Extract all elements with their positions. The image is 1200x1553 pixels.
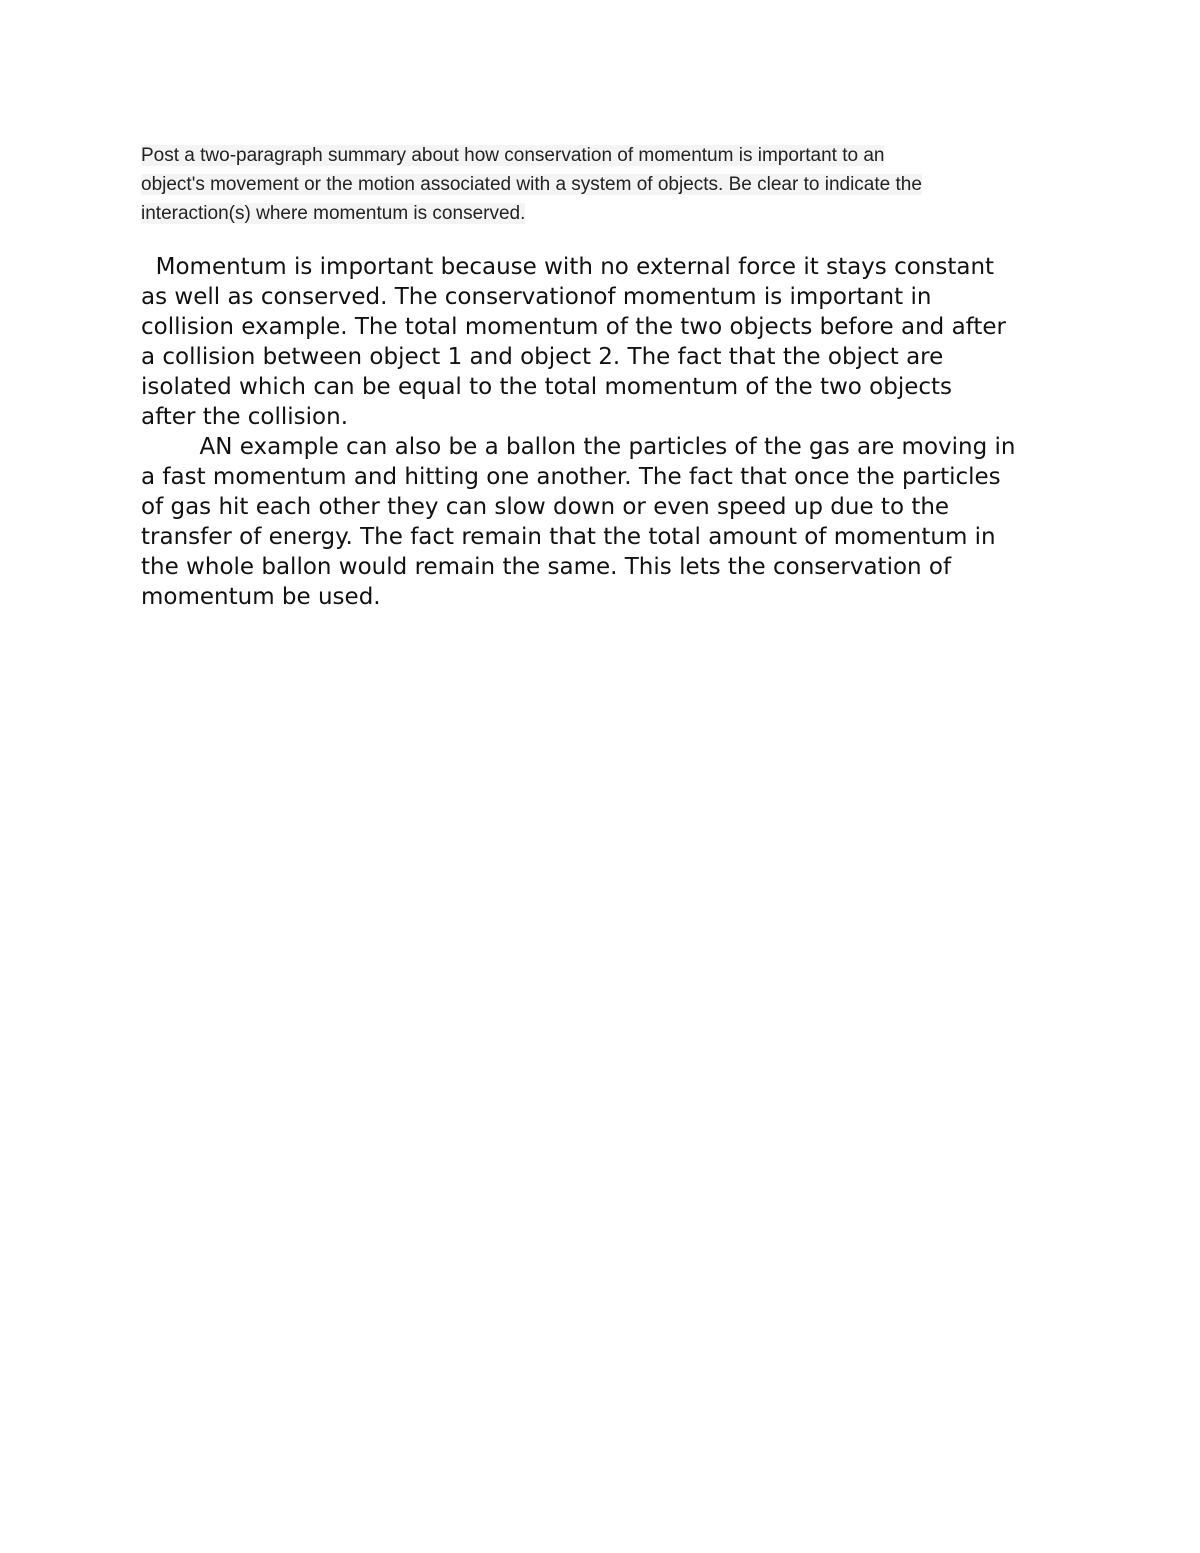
answer-line: isolated which can be equal to the total momentum of the two objects — [141, 374, 953, 400]
assignment-prompt — [141, 141, 1041, 228]
answer-line: momentum be used. — [141, 584, 381, 610]
answer-paragraph-1 — [141, 252, 1101, 432]
answer-paragraph-2 — [141, 432, 1101, 612]
answer-line: a collision between object 1 and object 2. The fact that the object are — [141, 344, 944, 370]
answer-line: of gas hit each other they can slow down or even speed up due to the — [141, 494, 950, 520]
prompt-line: interaction(s) where momentum is conserved. — [141, 203, 526, 224]
answer-line: the whole ballon would remain the same. This lets the conservation of — [141, 554, 952, 580]
prompt-line: Post a two-paragraph summary about how conservation of momentum is important to an — [141, 145, 885, 166]
answer-line: Momentum is important because with no external force it stays constant — [141, 254, 995, 280]
answer-line: as well as conserved. The conservationof momentum is important in — [141, 284, 932, 310]
answer-line: collision example. The total momentum of the two objects before and after — [141, 314, 1006, 340]
prompt-line: object's movement or the motion associated with a system of objects. Be clear to indicate the — [141, 174, 922, 195]
answer-text — [141, 252, 1101, 612]
answer-line: AN example can also be a ballon the particles of the gas are moving in — [141, 434, 1016, 460]
answer-line: after the collision. — [141, 404, 348, 430]
answer-line: transfer of energy. The fact remain that the total amount of momentum in — [141, 524, 996, 550]
answer-line: a fast momentum and hitting one another. The fact that once the particles — [141, 464, 1001, 490]
